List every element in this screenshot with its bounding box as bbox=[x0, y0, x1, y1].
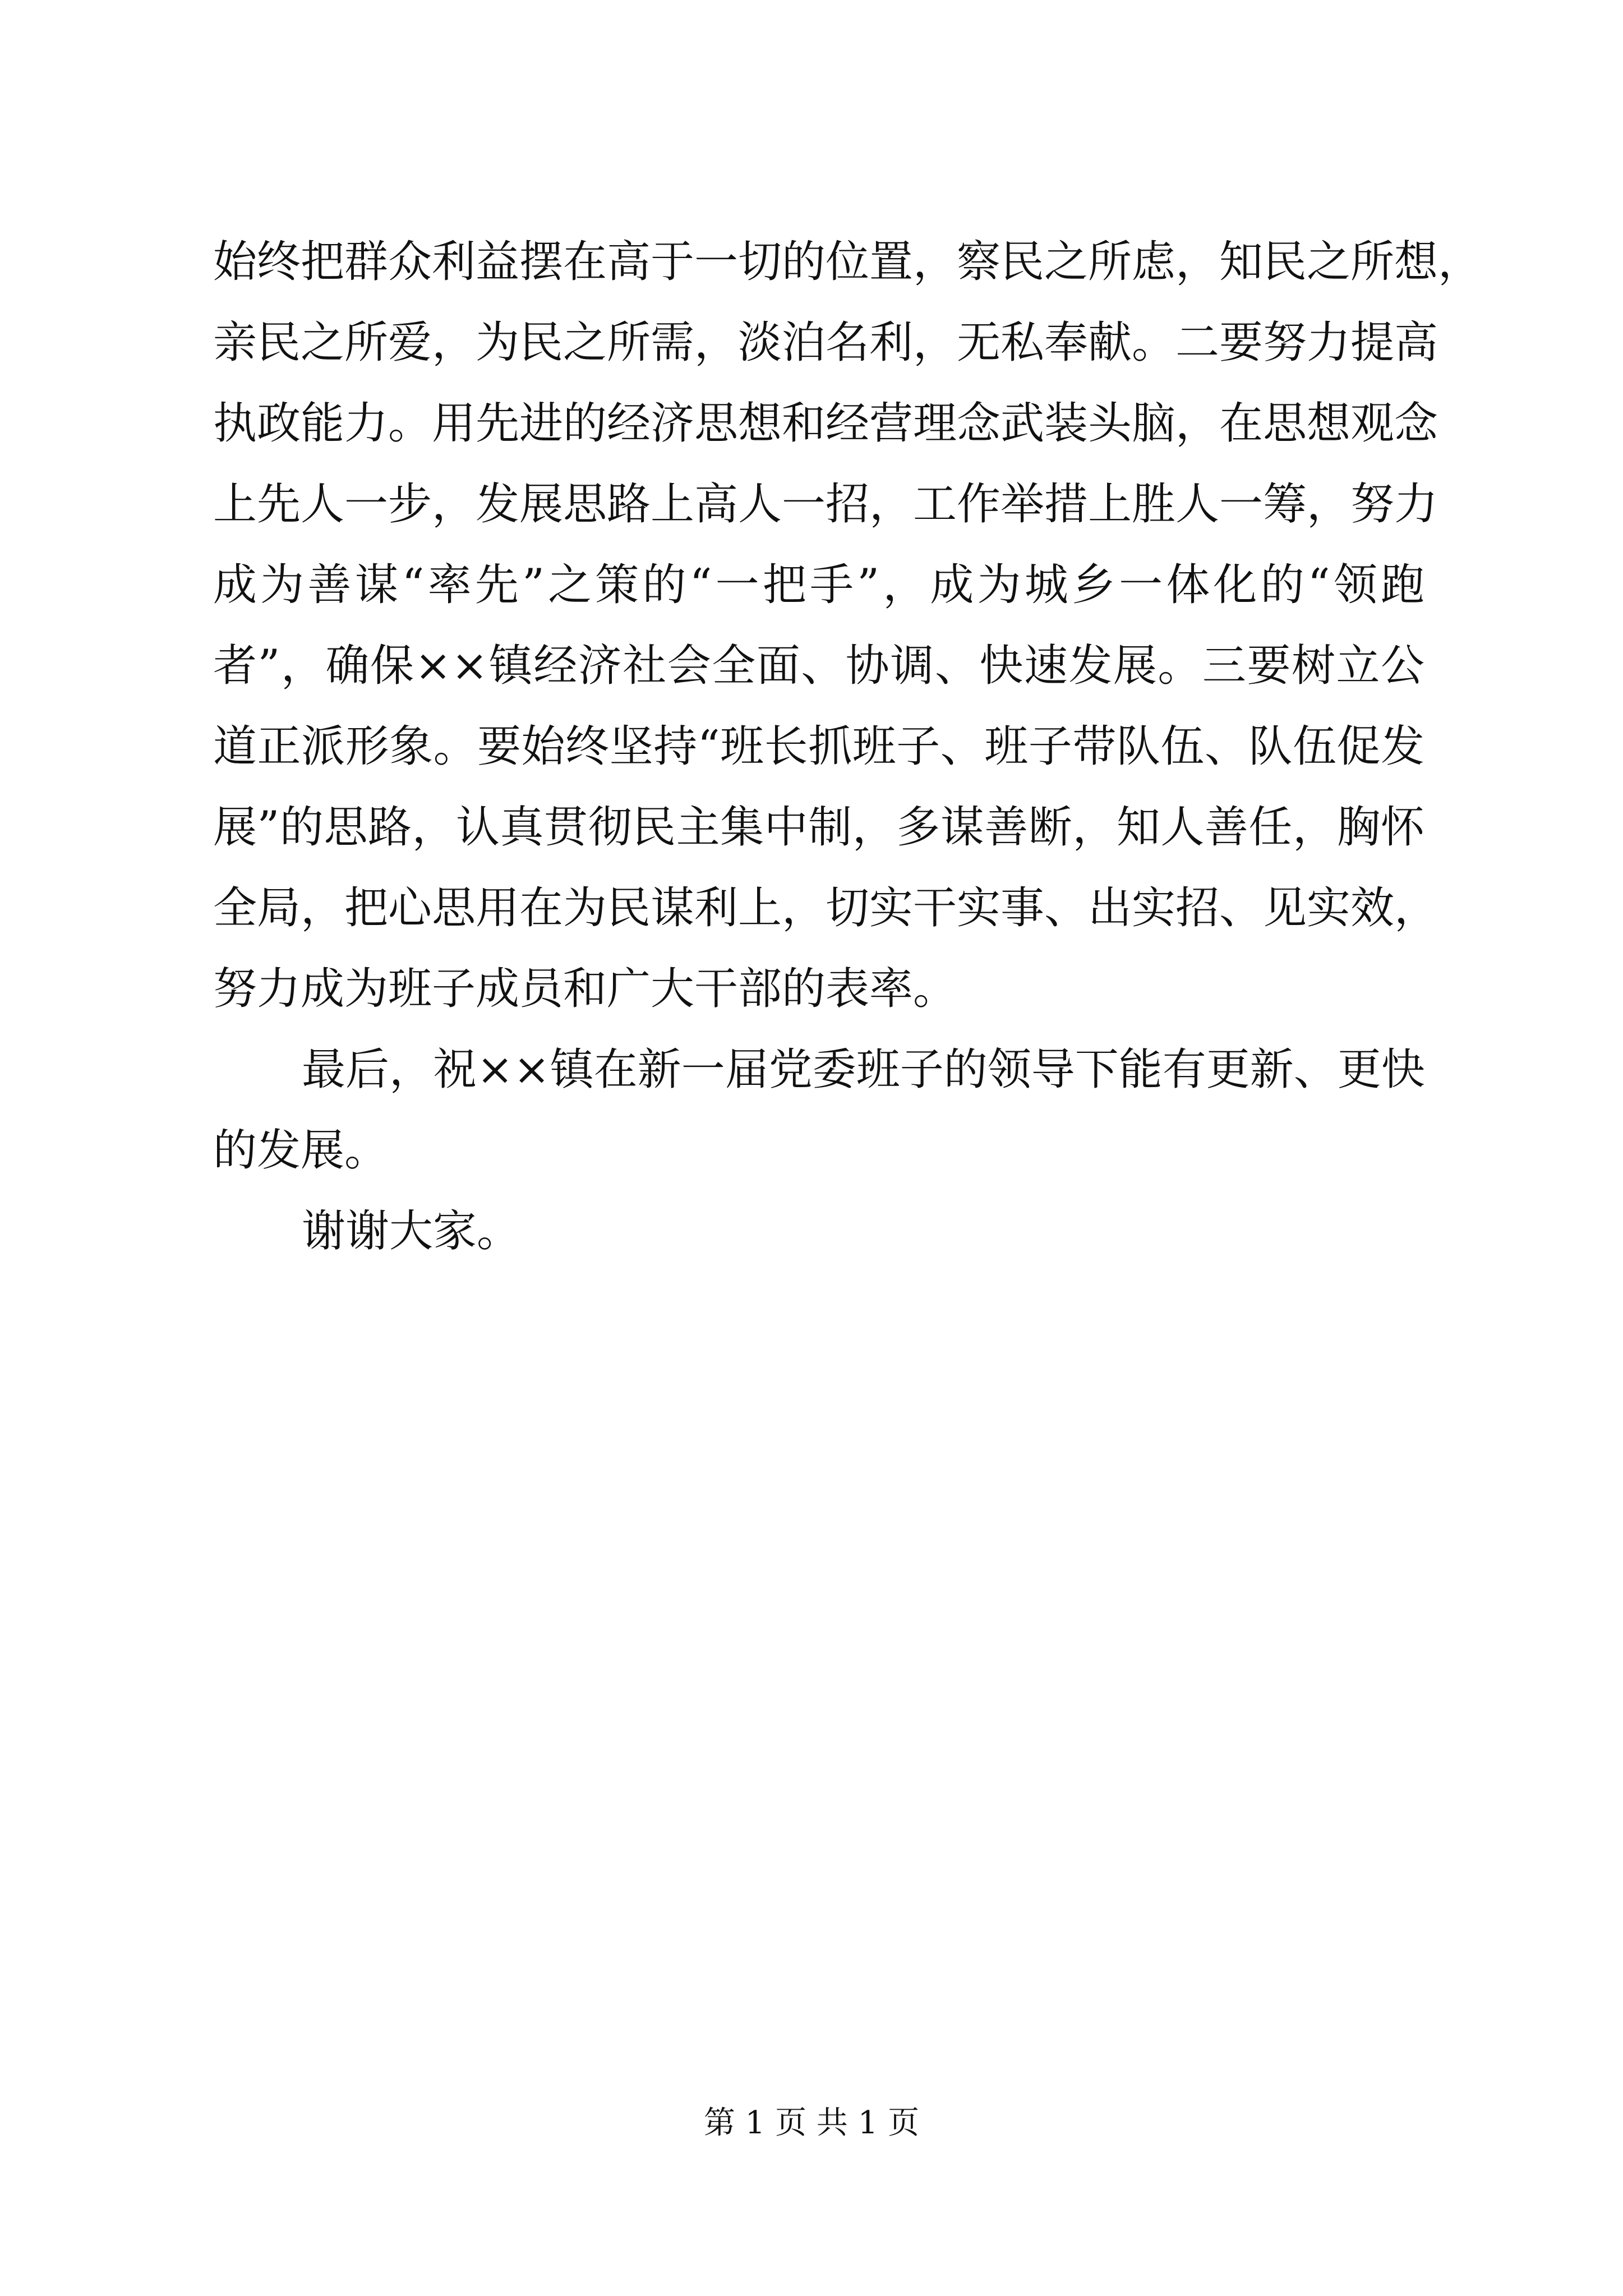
paragraph-line: 成为善谋“率先”之策的“一把手”，成为城乡一体化的“领跑 bbox=[213, 560, 1424, 610]
paragraph-line: 亲民之所爱，为民之所需，淡泊名利，无私奉献。二要努力提高 bbox=[213, 318, 1438, 368]
paragraph-line: 者”，确保××镇经济社会全面、协调、快速发展。三要树立公 bbox=[213, 641, 1424, 691]
document-body bbox=[213, 222, 1482, 1272]
paragraph-line: 执政能力。用先进的经济思想和经营理念武装头脑，在思想观念 bbox=[213, 398, 1438, 449]
paragraph-line: 全局，把心思用在为民谋利上，切实干实事、出实招、见实效， bbox=[213, 883, 1438, 933]
paragraph-line: 上先人一步，发展思路上高人一招，工作举措上胜人一筹，努力 bbox=[213, 479, 1438, 530]
page-footer: 第 1 页 共 1 页 bbox=[703, 2105, 920, 2141]
paragraph-line: 最后，祝××镇在新一届党委班子的领导下能有更新、更快 bbox=[302, 1045, 1425, 1095]
paragraph-line: 谢谢大家。 bbox=[302, 1206, 521, 1257]
paragraph-line: 的发展。 bbox=[213, 1125, 389, 1176]
paragraph-line: 始终把群众利益摆在高于一切的位置，察民之所虑，知民之所想， bbox=[213, 237, 1482, 287]
paragraph-line: 努力成为班子成员和广大干部的表率。 bbox=[213, 964, 957, 1014]
paragraph-line: 道正派形象。要始终坚持“班长抓班子、班子带队伍、队伍促发 bbox=[213, 721, 1424, 772]
paragraph-line: 展”的思路，认真贯彻民主集中制，多谋善断，知人善任，胸怀 bbox=[213, 802, 1424, 853]
